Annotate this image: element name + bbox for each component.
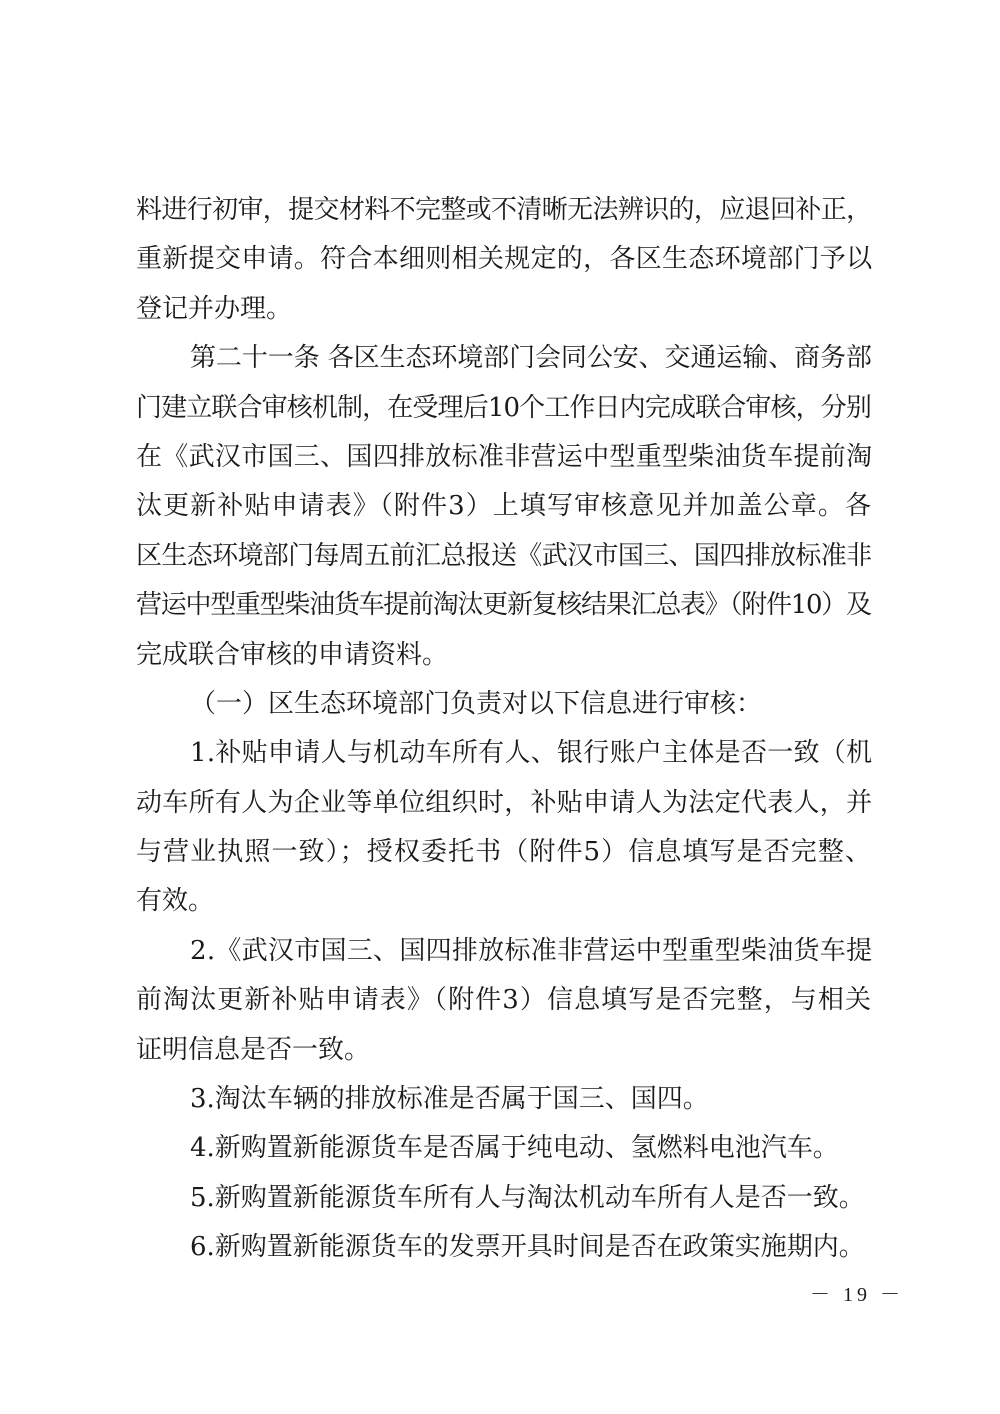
text-line-row bbox=[136, 1124, 872, 1173]
text-line: 登记并办理。 bbox=[136, 293, 293, 324]
text-line: 1.补贴申请人与机动车所有人、银行账户主体是否一致（机 bbox=[190, 738, 873, 769]
text-line: 有效。 bbox=[136, 886, 215, 917]
text-line-row bbox=[136, 1026, 872, 1075]
text-line: 4.新购置新能源货车是否属于纯电动、氢燃料电池汽车。 bbox=[190, 1133, 839, 1164]
text-line: 营运中型重型柴油货车提前淘汰更新复核结果汇总表》（附件10）及 bbox=[136, 590, 871, 621]
text-line: 5.新购置新能源货车所有人与淘汰机动车所有人是否一致。 bbox=[190, 1182, 865, 1213]
text-line-row bbox=[136, 334, 872, 383]
text-line-row bbox=[136, 482, 872, 531]
text-line-row bbox=[136, 384, 872, 433]
text-line-row bbox=[136, 877, 872, 926]
document-body bbox=[136, 186, 872, 1273]
text-line: 3.淘汰车辆的排放标准是否属于国三、国四。 bbox=[190, 1084, 709, 1115]
text-line: （一）区生态环境部门负责对以下信息进行审核： bbox=[190, 688, 763, 719]
text-line-row bbox=[136, 433, 872, 482]
text-line: 区生态环境部门每周五前汇总报送《武汉市国三、国四排放标准非 bbox=[136, 540, 872, 571]
text-line-row bbox=[136, 1174, 872, 1223]
text-line-row bbox=[136, 631, 872, 680]
text-line-row bbox=[136, 1075, 872, 1124]
text-line: 与营业执照一致）；授权委托书（附件5）信息填写是否完整、 bbox=[136, 837, 873, 868]
text-line: 料进行初审，提交材料不完整或不清晰无法辨识的，应退回补正， bbox=[136, 195, 872, 225]
text-line-row bbox=[136, 729, 872, 778]
page-number: － 19 － bbox=[810, 1284, 904, 1306]
text-line-row bbox=[136, 581, 872, 630]
text-line: 汰更新补贴申请表》（附件3）上填写审核意见并加盖公章。各 bbox=[136, 491, 873, 522]
text-line-row bbox=[136, 828, 872, 877]
text-line: 第二十一条 各区生态环境部门会同公安、交通运输、商务部 bbox=[190, 343, 872, 374]
text-line: 动车所有人为企业等单位组织时，补贴申请人为法定代表人，并 bbox=[136, 787, 873, 818]
text-line: 完成联合审核的申请资料。 bbox=[136, 639, 449, 670]
text-line-row bbox=[136, 1223, 872, 1272]
text-line-row bbox=[136, 680, 872, 729]
text-line-row bbox=[136, 976, 872, 1025]
text-line-row bbox=[136, 927, 872, 976]
text-line: 在《武汉市国三、国四排放标准非营运中型重型柴油货车提前淘 bbox=[136, 441, 873, 472]
text-line: 前淘汰更新补贴申请表》（附件3）信息填写是否完整，与相关 bbox=[136, 985, 873, 1016]
text-line-row bbox=[136, 532, 872, 581]
text-line: 重新提交申请。符合本细则相关规定的，各区生态环境部门予以 bbox=[136, 244, 873, 275]
text-line: 2.《武汉市国三、国四排放标准非营运中型重型柴油货车提 bbox=[190, 935, 873, 966]
text-line: 门建立联合审核机制，在受理后10个工作日内完成联合审核，分别 bbox=[136, 392, 871, 423]
text-line-row bbox=[136, 285, 872, 334]
text-line: 6.新购置新能源货车的发票开具时间是否在政策实施期内。 bbox=[190, 1232, 865, 1263]
text-line-row bbox=[136, 186, 872, 235]
text-line: 证明信息是否一致。 bbox=[136, 1034, 371, 1065]
text-line-row bbox=[136, 235, 872, 284]
text-line-row bbox=[136, 779, 872, 828]
